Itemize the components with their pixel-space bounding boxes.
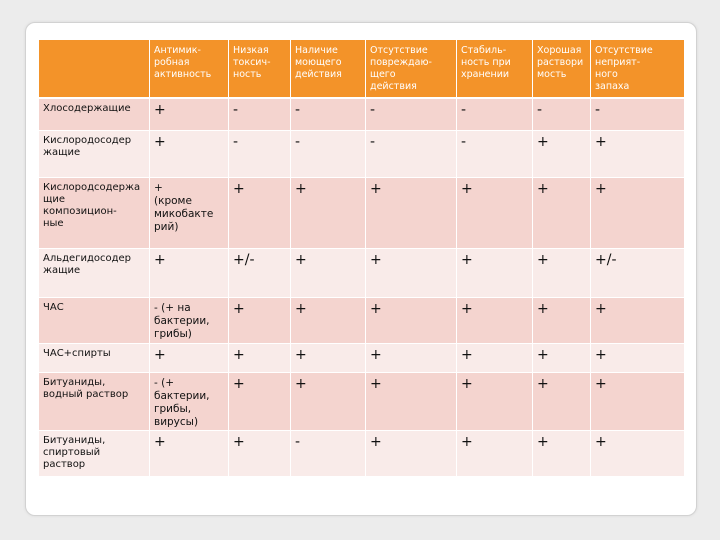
- properties-table: [38, 39, 685, 477]
- table-cell: +: [366, 178, 457, 249]
- table-cell: +: [150, 344, 229, 373]
- table-cell: +: [366, 344, 457, 373]
- table-cell: +: [533, 249, 591, 298]
- table-row: [39, 298, 685, 344]
- table-cell: +: [150, 249, 229, 298]
- table-cell: +: [457, 178, 533, 249]
- table-cell: -: [366, 98, 457, 131]
- table-row: [39, 98, 685, 131]
- header-antimicrobial: Антимик- робная активность: [150, 40, 229, 98]
- table-cell: -: [291, 98, 366, 131]
- table-row: [39, 373, 685, 431]
- table-cell: +: [229, 298, 291, 344]
- table-cell: +: [457, 249, 533, 298]
- table-cell: +: [533, 131, 591, 178]
- row-name: Битуаниды, спиртовый раствор: [39, 431, 150, 477]
- table-cell: +: [591, 178, 685, 249]
- table-cell: -: [457, 98, 533, 131]
- table-cell: +: [457, 373, 533, 431]
- table-cell: +: [591, 131, 685, 178]
- table-cell: -: [533, 98, 591, 131]
- header-no-odor: Отсутствие неприят- ного запаха: [591, 40, 685, 98]
- table-cell: +: [366, 431, 457, 477]
- table-cell: +: [291, 344, 366, 373]
- table-row: [39, 344, 685, 373]
- table-cell: +: [291, 373, 366, 431]
- table-cell: -: [591, 98, 685, 131]
- table-cell: +: [591, 431, 685, 477]
- table-cell: +: [591, 373, 685, 431]
- header-solubility: Хорошая раствори мость: [533, 40, 591, 98]
- row-name: Хлосодержащие: [39, 98, 150, 131]
- table-cell: +: [366, 249, 457, 298]
- table-cell: +: [229, 178, 291, 249]
- table-cell: +: [229, 344, 291, 373]
- table-cell: +: [291, 178, 366, 249]
- table-cell: +: [229, 431, 291, 477]
- table-cell: +: [533, 178, 591, 249]
- table-row: [39, 249, 685, 298]
- table-cell: -: [366, 131, 457, 178]
- header-corner-cell: [39, 40, 150, 98]
- table-cell: +: [291, 249, 366, 298]
- table-cell: +: [150, 431, 229, 477]
- table-cell: +/-: [229, 249, 291, 298]
- table-cell: +: [457, 298, 533, 344]
- table-cell: - (+ на бактерии, грибы): [150, 298, 229, 344]
- table-cell: +: [591, 344, 685, 373]
- header-detergent-action: Наличие моющего действия: [291, 40, 366, 98]
- row-name: Кислородосодер жащие: [39, 131, 150, 178]
- table-cell: -: [229, 131, 291, 178]
- table-cell: +: [457, 344, 533, 373]
- table-row: [39, 131, 685, 178]
- header-no-damage: Отсутствие повреждаю- щего действия: [366, 40, 457, 98]
- header-row: [39, 40, 685, 98]
- table-cell: +: [366, 373, 457, 431]
- table-cell: +: [150, 131, 229, 178]
- table-cell: -: [457, 131, 533, 178]
- row-name: Кислородсодержа щие композицион- ные: [39, 178, 150, 249]
- table-cell: +: [366, 298, 457, 344]
- table-cell: +: [533, 431, 591, 477]
- table-cell: +: [533, 298, 591, 344]
- table-row: [39, 431, 685, 477]
- table-cell: +: [457, 431, 533, 477]
- table-cell: -: [291, 131, 366, 178]
- table-cell: +: [591, 298, 685, 344]
- header-low-toxicity: Низкая токсич- ность: [229, 40, 291, 98]
- row-name: Битуаниды, водный раствор: [39, 373, 150, 431]
- table-cell: +/-: [591, 249, 685, 298]
- header-storage-stability: Стабиль- ность при хранении: [457, 40, 533, 98]
- table-cell: +: [533, 373, 591, 431]
- table-cell: -: [291, 431, 366, 477]
- table-cell: +: [533, 344, 591, 373]
- table-cell: -: [229, 98, 291, 131]
- table-cell: +: [229, 373, 291, 431]
- table-cell: - (+ бактерии, грибы, вирусы): [150, 373, 229, 431]
- row-name: ЧАС: [39, 298, 150, 344]
- table-cell: +: [150, 98, 229, 131]
- row-name: ЧАС+спирты: [39, 344, 150, 373]
- table-cell: + (кроме микобакте рий): [150, 178, 229, 249]
- row-name: Альдегидосодер жащие: [39, 249, 150, 298]
- table-cell: +: [291, 298, 366, 344]
- table-row: [39, 178, 685, 249]
